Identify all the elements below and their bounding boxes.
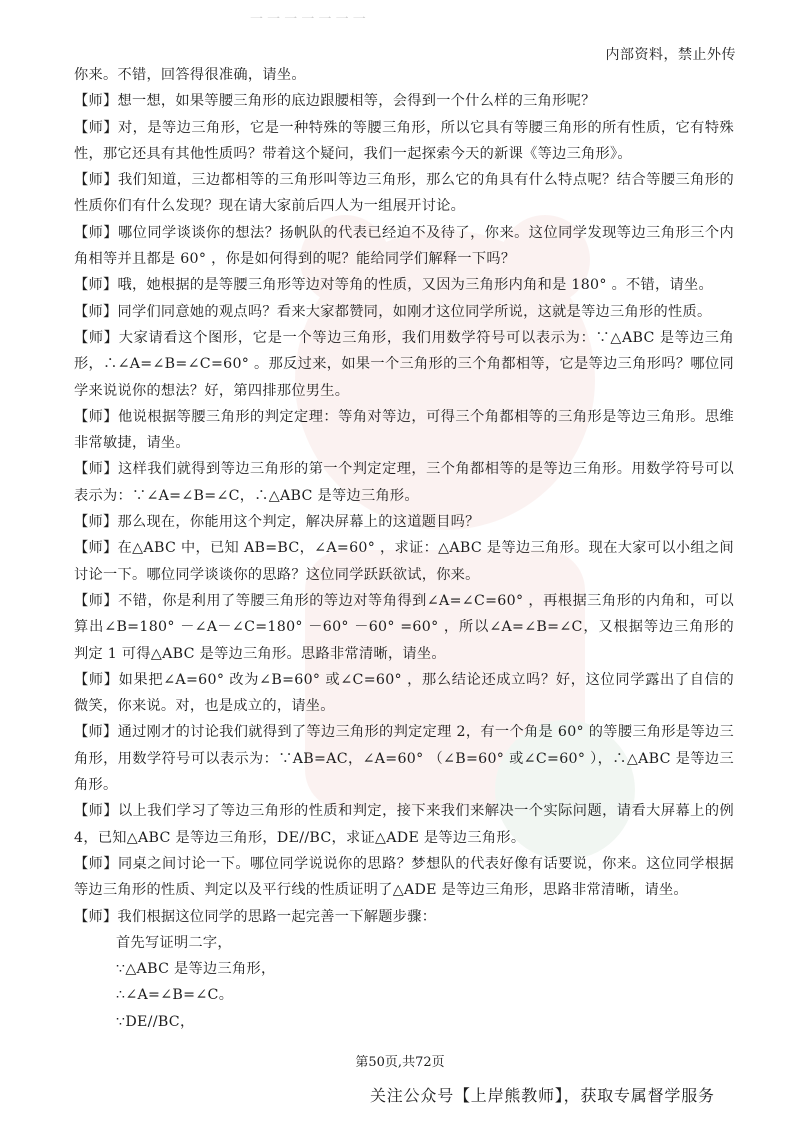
paragraph: 【师】同桌之间讨论一下。哪位同学说说你的思路？梦想队的代表好像有话要说，你来。这位同学根据等边三角形的性质、判定以及平行线的性质证明了△ADE 是等边三角形，思路非常清晰，请坐。 (74, 855, 734, 899)
proof-line: 首先写证明二字， (116, 934, 232, 951)
paragraph: 【师】在△ABC 中，已知 AB=BC，∠A=60° ，求证：△ABC 是等边三角形。现在大家可以小组之间讨论一下。哪位同学谈谈你的思路？这位同学跃跃欲试，你来。 (74, 540, 734, 583)
paragraph: 【师】他说根据等腰三角形的判定定理：等角对等边，可得三个角都相等的三角形是等边三角形。思维非常敏捷，请坐。 (74, 408, 734, 452)
paragraph: 【师】我们知道，三边都相等的三角形叫等边三角形，那么它的角具有什么特点呢？结合等腰三角形的性质你们有什么发现？现在请大家前后四人为一组展开讨论。 (74, 172, 734, 215)
paragraph: 【师】哪位同学谈谈你的想法？扬帆队的代表已经迫不及待了，你来。这位同学发现等边三角形三个内角相等并且都是 60° ，你是如何得到的呢？能给同学们解释一下吗？ (74, 224, 734, 268)
paragraph: 【师】这样我们就得到等边三角形的第一个判定定理，三个角都相等的是等边三角形。用数学符号可以表示为：∵∠A=∠B=∠C，∴△ABC 是等边三角形。 (74, 461, 734, 504)
promo-footer: 关注公众号【上岸熊教师】，获取专属督学服务 (370, 1086, 715, 1105)
paragraph: 【师】如果把∠A=60° 改为∠B=60° 或∠C=60° ，那么结论还成立吗？好，这位同学露出了自信的微笑，你来说。对，也是成立的，请坐。 (74, 671, 734, 715)
paragraph: 【师】同学们同意她的观点吗？看来大家都赞同，如刚才这位同学所说，这就是等边三角形的性质。 (74, 303, 712, 320)
paragraph: 【师】大家请看这个图形，它是一个等边三角形，我们用数学符号可以表示为：∵△ABC 是等边三角形，∴∠A=∠B=∠C=60° 。那反过来，如果一个三角形的三个角都相等，它是等边三角形吗？哪位同学来说说你的想法？好，第四排那位男生。 (74, 329, 734, 399)
paragraph: 【师】不错，你是利用了等腰三角形的等边对等角得到∠A=∠C=60° ，再根据三角形的内角和，可以算出∠B=180° －∠A－∠C=180° －60° －60° =60° ，所以∠A=∠B=∠C，又根据等边三角形的判定 1 可得△ABC 是等边三角形。思路非常清晰，请坐。 (74, 592, 734, 662)
paragraph: 【师】那么现在，你能用这个判定，解决屏幕上的这道题目吗？ (74, 514, 480, 531)
proof-line: ∵△ABC 是等边三角形， (116, 961, 276, 978)
paragraph: 你来。不错，回答得很准确，请坐。 (74, 67, 306, 83)
proof-line: ∵DE//BC， (116, 1013, 195, 1030)
paragraph: 【师】我们根据这位同学的思路一起完善一下解题步骤： (74, 908, 437, 925)
confidential-notice: 内部资料，禁止外传 (605, 47, 736, 63)
paragraph: 【师】哦，她根据的是等腰三角形等边对等角的性质，又因为三角形内角和是 180° 。不错，请坐。 (74, 277, 713, 294)
faded-top-text: 一 一 一 一 一 一 一 (250, 12, 366, 22)
lesson-transcript (74, 62, 734, 1035)
paragraph: 【师】想一想，如果等腰三角形的底边跟腰相等，会得到一个什么样的三角形呢？ (74, 93, 596, 110)
proof-line: ∴∠A=∠B=∠C。 (116, 987, 234, 1004)
page-number: 第50页,共72页 (355, 1055, 445, 1070)
paragraph: 【师】对，是等边三角形，它是一种特殊的等腰三角形，所以它具有等腰三角形的所有性质，它有特殊性，那它还具有其他性质吗？带着这个疑问，我们一起探索今天的新课《等边三角形》。 (74, 119, 734, 162)
paragraph: 【师】以上我们学习了等边三角形的性质和判定，接下来我们来解决一个实际问题，请看大屏幕上的例 4，已知△ABC 是等边三角形，DE//BC，求证△ADE 是等边三角形。 (74, 803, 734, 846)
paragraph: 【师】通过刚才的讨论我们就得到了等边三角形的判定定理 2，有一个角是 60° 的等腰三角形是等边三角形，用数学符号可以表示为：∵AB=AC，∠A=60° （∠B=60° 或∠C=60° ），∴△ABC 是等边三角形。 (74, 724, 734, 794)
